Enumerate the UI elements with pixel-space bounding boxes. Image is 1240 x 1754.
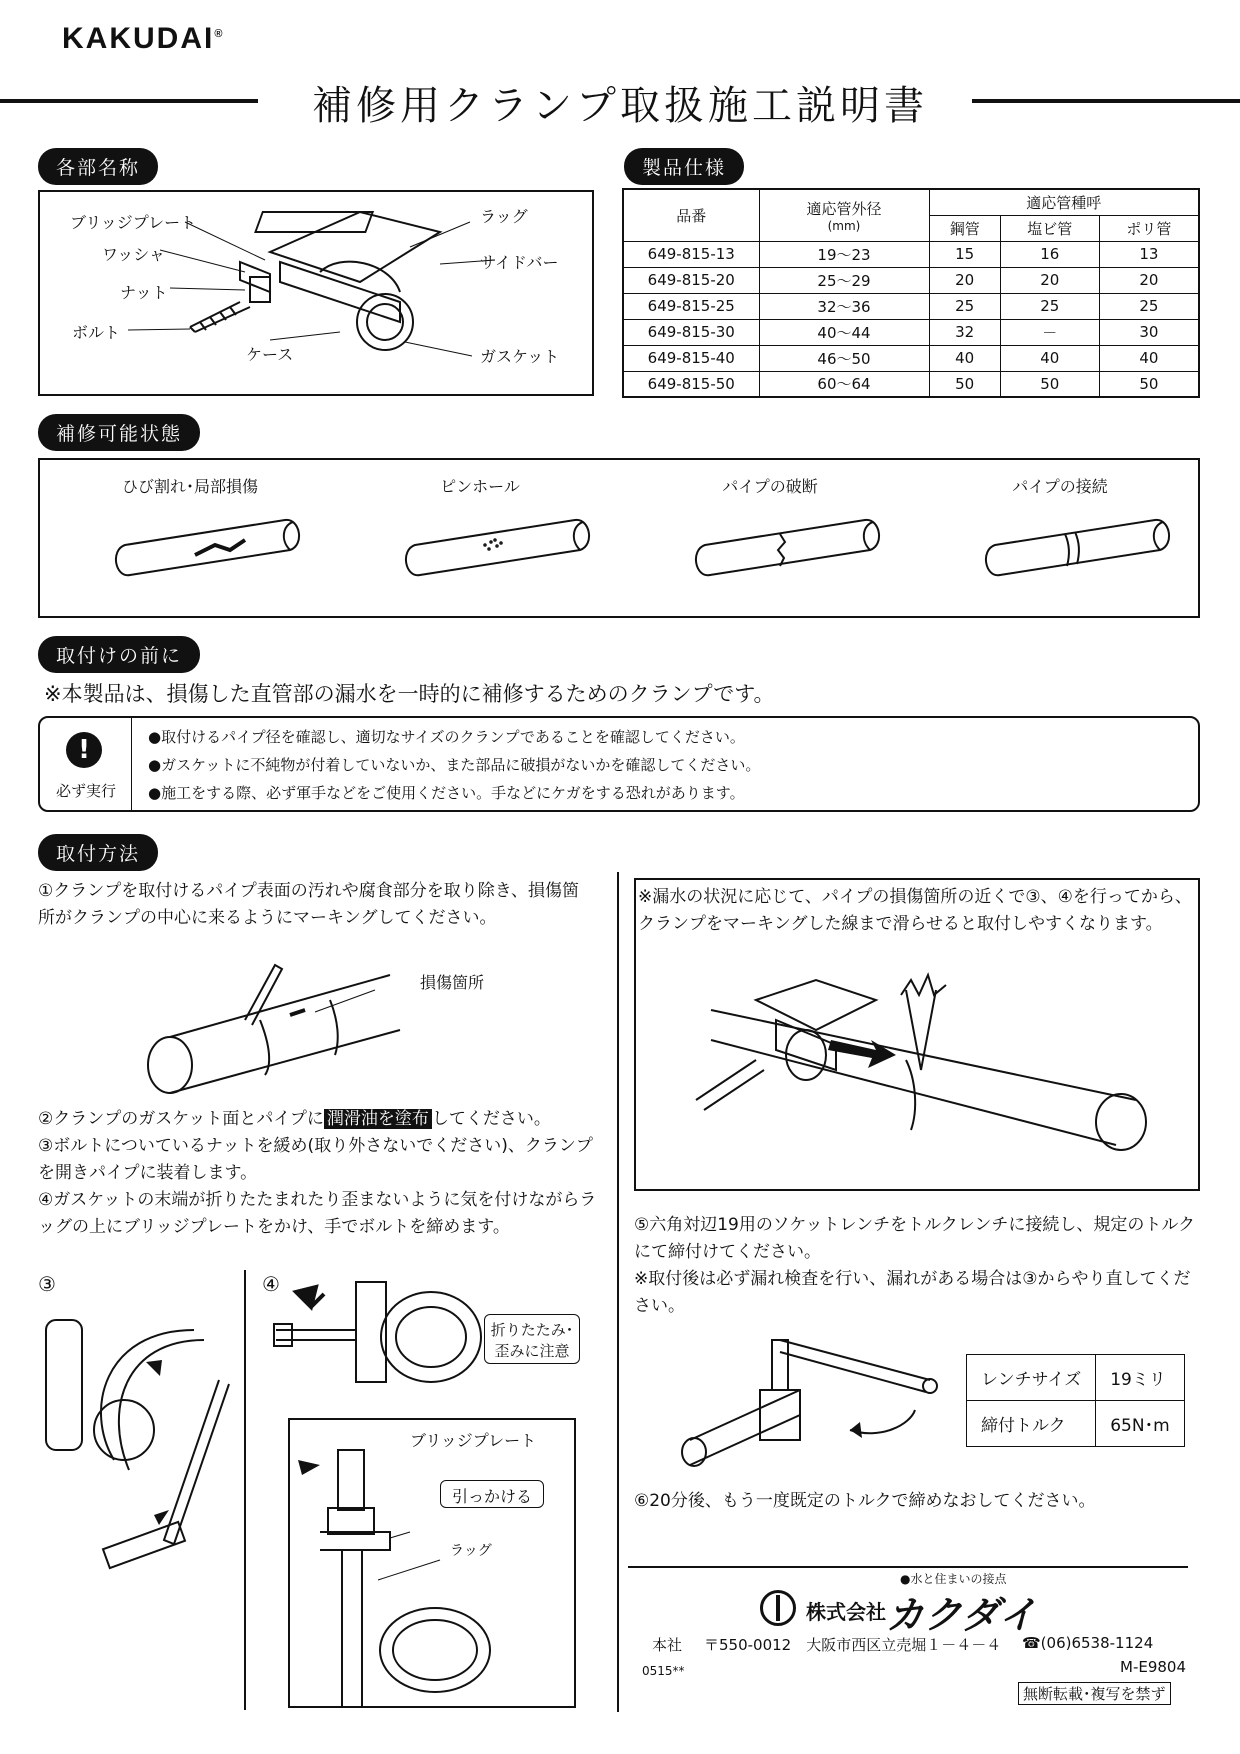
label-gasket: ガスケット	[480, 347, 560, 366]
spec-header-part: 品番	[623, 189, 759, 241]
table-row: 649-815-40 46～50 40 40 40	[623, 345, 1199, 371]
state-break-label: パイプの破断	[722, 477, 818, 496]
lug-label: ラッグ	[450, 1543, 492, 1559]
repair-state-pipes	[40, 500, 1198, 616]
figure-4-label: ④	[262, 1272, 280, 1296]
spec-header-pvc: 塩ビ管	[1000, 215, 1099, 241]
caution-box	[38, 716, 1200, 812]
wrench-illustration	[680, 1330, 950, 1470]
label-side-bar: サイドバー	[480, 253, 559, 272]
section-parts: 各部名称	[38, 148, 158, 185]
state-pinhole-label: ピンホール	[440, 477, 520, 496]
footer-tel: ☎(06)6538-1124	[1022, 1634, 1154, 1652]
hook-callout: 引っかける	[440, 1480, 544, 1508]
spec-table	[622, 188, 1200, 398]
label-washer: ワッシャ	[102, 245, 165, 264]
label-lug: ラッグ	[480, 207, 528, 226]
table-row: 649-815-50 60～64 50 50 50	[623, 371, 1199, 397]
marking-illustration	[140, 955, 440, 1095]
section-spec: 製品仕様	[624, 148, 744, 185]
footer-lot: 0515**	[642, 1664, 685, 1678]
figure-3-label: ③	[38, 1272, 56, 1296]
slide-tip-text: ※漏水の状況に応じて、パイプの損傷箇所の近くで③、④を行ってから、クランプをマーキングした線まで滑らせると取付しやすくなります。	[638, 887, 1192, 934]
table-row: 649-815-25 32～36 25 25 25	[623, 293, 1199, 319]
step-2: ②クランプのガスケット面とパイプに 潤滑油を塗布 してください。	[38, 1109, 551, 1129]
state-crack-label: ひび割れ･局部損傷	[121, 477, 258, 496]
state-joint-label: パイプの接続	[1012, 477, 1108, 496]
bridge-plate-label: ブリッジプレート	[410, 1431, 537, 1450]
footer-hq: 本社	[652, 1636, 683, 1654]
must-do-cell	[40, 718, 132, 810]
label-case: ケース	[246, 345, 294, 364]
spec-header-od: 適応管外径 (mm)	[759, 189, 929, 241]
spec-header-steel: 鋼管	[929, 215, 1000, 241]
section-repairable: 補修可能状態	[38, 414, 200, 451]
wrench-spec-table	[966, 1354, 1185, 1447]
table-row: 締付トルク 65N･m	[967, 1401, 1185, 1447]
caution-item-2: ●ガスケットに不純物が付着していないか、また部品に破損がないかを確認してください。	[148, 756, 761, 774]
caution-fold-callout: 折りたたみ･歪みに注意	[484, 1314, 580, 1364]
caution-item-1: ●取付けるパイプ径を確認し、適切なサイズのクランプであることを確認してください。	[148, 728, 745, 746]
step-5: ⑤六角対辺19用のソケットレンチをトルクレンチに接続し、規定のトルクにて締付けてください。	[634, 1215, 1195, 1262]
step-4: ④ガスケットの末端が折りたたまれたり歪まないように気を付けながらラッグの上にブリッジプレートをかけ、手でボルトを締めます。	[38, 1190, 597, 1237]
label-bridge-plate: ブリッジプレート	[70, 213, 197, 232]
figure-4-detail	[288, 1418, 576, 1708]
table-row: 649-815-30 40～44 32 － 30	[623, 319, 1199, 345]
company-prefix: 株式会社	[806, 1600, 886, 1624]
step-5-note: ※取付後は必ず漏れ検査を行い、漏れがある場合は③からやり直してください。	[634, 1269, 1191, 1316]
parts-diagram	[38, 190, 594, 396]
slide-tip-box	[634, 878, 1200, 1191]
footer-code: M-E9804	[1120, 1658, 1187, 1676]
company-name: カクダイ	[886, 1593, 1037, 1637]
table-row: 649-815-20 25～29 20 20 20	[623, 267, 1199, 293]
table-row: 649-815-13 19～23 15 16 13	[623, 241, 1199, 267]
spec-header-poly: ポリ管	[1099, 215, 1199, 241]
footer-address: 〒550-0012 大阪市西区立売堀１－４－４	[704, 1636, 1002, 1654]
title-bar	[0, 70, 1240, 130]
exclamation-icon: !	[66, 732, 102, 768]
caution-item-3: ●施工をする際、必ず軍手などをご使用ください。手などにケガをする恐れがあります。	[148, 784, 745, 802]
label-bolt: ボルト	[72, 323, 121, 342]
slide-tip-illustration	[636, 970, 1198, 1190]
figure-4-detail-illustration	[290, 1420, 574, 1706]
column-divider	[617, 872, 619, 1712]
section-before: 取付けの前に	[38, 636, 200, 673]
table-row: レンチサイズ 19ミリ	[967, 1355, 1185, 1401]
repairable-states-box	[38, 458, 1200, 618]
footer-tagline: ●水と住まいの接点	[900, 1572, 1007, 1586]
spec-header-nominal: 適応管種呼	[929, 189, 1199, 215]
footer-copyright: 無断転載･複写を禁ず	[1018, 1682, 1171, 1705]
section-method: 取付方法	[38, 834, 158, 871]
step-6: ⑥20分後、もう一度既定のトルクで締めなおしてください。	[634, 1491, 1096, 1511]
page-title: 補修用クランプ取扱施工説明書	[312, 83, 928, 129]
company-logo-mark	[760, 1590, 796, 1626]
figure-3-illustration	[44, 1310, 244, 1590]
footer-rule	[628, 1566, 1188, 1568]
label-nut: ナット	[120, 283, 168, 302]
product-notice: ※本製品は、損傷した直管部の漏水を一時的に補修するためのクランプです。	[44, 682, 775, 706]
damage-label: 損傷箇所	[420, 973, 485, 992]
brand-logo: KAKUDAI®	[62, 22, 223, 55]
step-3: ③ボルトについているナットを緩め(取り外さないでください)、クランプを開きパイプに装着します。	[38, 1136, 593, 1183]
must-do-label: 必ず実行	[55, 782, 116, 800]
step-1: ①クランプを取付けるパイプ表面の汚れや腐食部分を取り除き、損傷箇所がクランプの中心に来るようにマーキングしてください。	[38, 881, 580, 928]
figure-divider	[244, 1270, 246, 1710]
